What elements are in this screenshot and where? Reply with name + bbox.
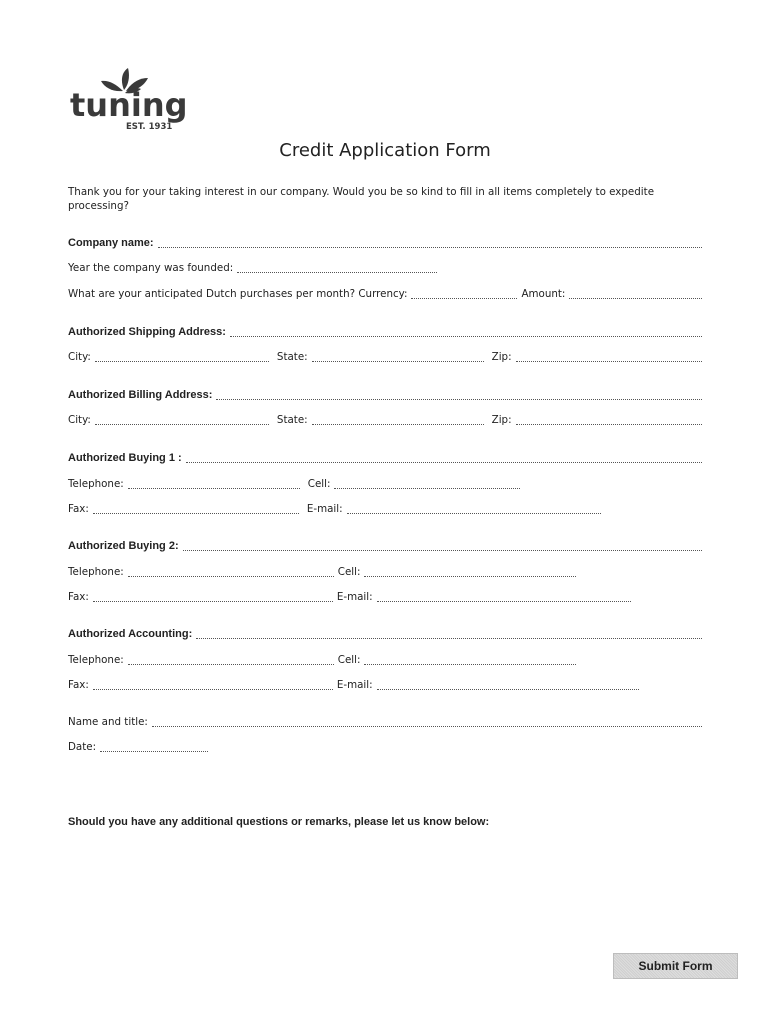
accounting-cell-label: Cell: [337, 654, 361, 666]
buying2-email-label: E-mail: [336, 591, 373, 603]
accounting-email-label: E-mail: [336, 679, 373, 691]
buying1-email-label: E-mail: [306, 503, 343, 515]
logo-established: EST. 1931 [126, 122, 173, 132]
buying1-heading-row [68, 451, 702, 465]
buying1-field[interactable] [186, 453, 702, 463]
name-title-field[interactable] [152, 717, 702, 727]
founded-field[interactable] [237, 263, 437, 273]
billing-state-label: State: [276, 414, 308, 426]
buying2-heading-row [68, 539, 702, 553]
buying1-label: Authorized Buying 1 : [68, 452, 182, 464]
tuning-logo-graphic [68, 66, 190, 134]
billing-city-row [68, 413, 702, 427]
shipping-address-field[interactable] [230, 327, 702, 337]
accounting-telephone-label: Telephone: [68, 654, 124, 666]
purchases-currency-label: What are your anticipated Dutch purchases per month? Currency: [68, 288, 408, 300]
buying1-telephone-field[interactable] [128, 479, 300, 489]
company-name-field[interactable] [158, 238, 702, 248]
accounting-heading-row [68, 627, 702, 641]
buying1-email-field[interactable] [347, 504, 601, 514]
purchases-row [68, 287, 702, 301]
accounting-label: Authorized Accounting: [68, 628, 193, 640]
shipping-zip-field[interactable] [516, 352, 702, 362]
accounting-field[interactable] [196, 629, 702, 639]
shipping-address-label: Authorized Shipping Address: [68, 326, 226, 338]
billing-state-field[interactable] [312, 415, 484, 425]
founded-row [68, 261, 702, 275]
logo-wordmark: tuning [70, 86, 188, 124]
company-name-label: Company name: [68, 237, 154, 249]
billing-heading-row [68, 388, 702, 402]
shipping-city-label: City: [68, 351, 91, 363]
billing-address-label: Authorized Billing Address: [68, 389, 213, 401]
buying2-telephone-field[interactable] [128, 567, 334, 577]
buying1-fax-label: Fax: [68, 503, 89, 515]
founded-label: Year the company was founded: [68, 262, 234, 274]
accounting-fax-field[interactable] [93, 680, 333, 690]
name-title-row [68, 715, 702, 729]
name-title-label: Name and title: [68, 716, 148, 728]
remarks-label: Should you have any additional questions or remarks, please let us know below: [68, 816, 490, 828]
shipping-city-field[interactable] [95, 352, 269, 362]
buying1-cell-field[interactable] [334, 479, 520, 489]
buying2-telephone-label: Telephone: [68, 566, 124, 578]
billing-zip-label: Zip: [491, 414, 512, 426]
buying1-fax-row [68, 502, 702, 516]
buying2-field[interactable] [183, 541, 702, 551]
shipping-zip-label: Zip: [491, 351, 512, 363]
accounting-cell-field[interactable] [364, 655, 576, 665]
shipping-heading-row [68, 325, 702, 339]
accounting-telephone-field[interactable] [128, 655, 334, 665]
accounting-fax-label: Fax: [68, 679, 89, 691]
billing-address-field[interactable] [216, 390, 702, 400]
buying1-fax-field[interactable] [93, 504, 299, 514]
buying2-email-field[interactable] [377, 592, 631, 602]
buying2-fax-row [68, 590, 702, 604]
company-name-row [68, 236, 702, 250]
date-field[interactable] [100, 742, 208, 752]
date-label: Date: [68, 741, 97, 753]
buying1-phone-row [68, 477, 702, 491]
buying2-label: Authorized Buying 2: [68, 540, 179, 552]
billing-city-label: City: [68, 414, 91, 426]
shipping-city-row [68, 350, 702, 364]
buying2-cell-label: Cell: [337, 566, 361, 578]
currency-field[interactable] [411, 289, 517, 299]
buying1-telephone-label: Telephone: [68, 478, 124, 490]
company-logo [68, 66, 190, 134]
page-title: Credit Application Form [279, 140, 491, 161]
submit-form-button[interactable]: Submit Form [613, 953, 738, 979]
amount-label: Amount: [521, 288, 566, 300]
date-row [68, 740, 702, 754]
accounting-fax-row [68, 678, 702, 692]
buying2-fax-field[interactable] [93, 592, 333, 602]
billing-city-field[interactable] [95, 415, 269, 425]
buying1-cell-label: Cell: [307, 478, 331, 490]
buying2-phone-row [68, 565, 702, 579]
shipping-state-field[interactable] [312, 352, 484, 362]
intro-text: Thank you for your taking interest in our company. Would you be so kind to fill in all items completely to expedite processing? [68, 186, 655, 212]
buying2-fax-label: Fax: [68, 591, 89, 603]
billing-zip-field[interactable] [516, 415, 702, 425]
amount-field[interactable] [569, 289, 702, 299]
accounting-email-field[interactable] [377, 680, 639, 690]
shipping-state-label: State: [276, 351, 308, 363]
buying2-cell-field[interactable] [364, 567, 576, 577]
accounting-phone-row [68, 653, 702, 667]
